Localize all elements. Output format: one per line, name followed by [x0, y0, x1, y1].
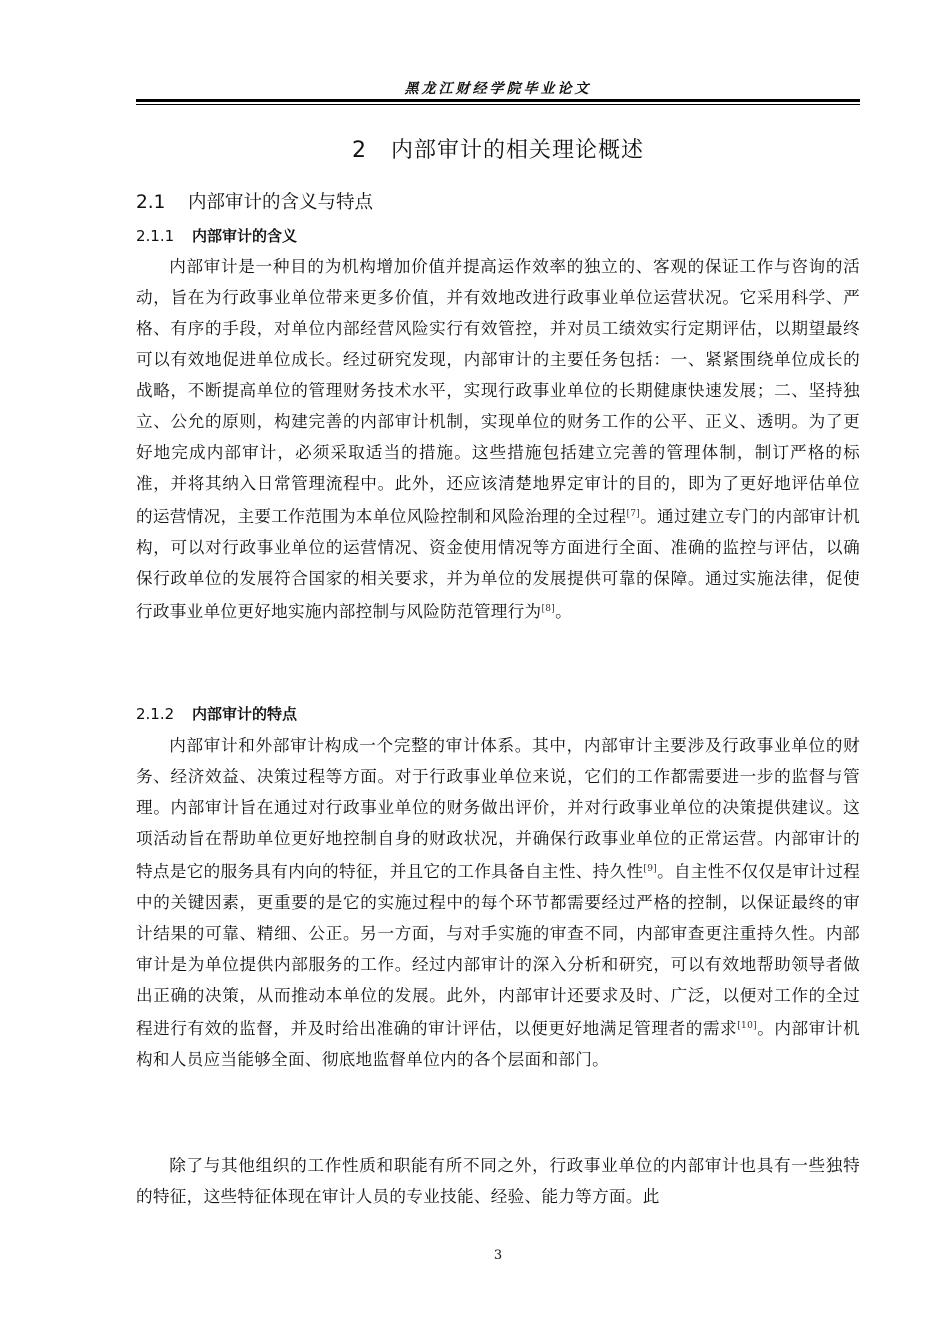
- citation-ref: [7]: [626, 509, 641, 519]
- running-header: 黑龙江财经学院毕业论文: [404, 81, 592, 97]
- section-title: 内部审计的含义与特点: [188, 192, 374, 213]
- page-number: 3: [493, 1248, 503, 1263]
- subsection-number: 2.1.1: [136, 227, 175, 245]
- header-rule-thick: [136, 99, 860, 102]
- section-heading-2-1: [136, 188, 373, 214]
- subsection-title: 内部审计的特点: [192, 705, 298, 723]
- paragraph-text: 。内部审计机构和人员应当能够全面、彻底地监督单位内的各个层面和部门。: [136, 1019, 860, 1069]
- chapter-heading: [136, 133, 860, 164]
- chapter-number: 2: [351, 138, 367, 163]
- subsection-number: 2.1.2: [136, 705, 175, 723]
- chapter-title: 内部审计的相关理论概述: [390, 138, 644, 163]
- subsection-title: 内部审计的含义: [192, 227, 298, 245]
- paragraph-characteristics: [136, 730, 860, 1075]
- citation-ref: [8]: [541, 604, 556, 614]
- paragraph-definition: [136, 251, 860, 627]
- header-rule-thin: [136, 104, 860, 105]
- paragraph-special-features: 除了与其他组织的工作性质和职能有所不同之外，行政事业单位的内部审计也具有一些独特的特征，这些特征体现在审计人员的专业技能、经验、能力等方面。此: [136, 1156, 860, 1206]
- citation-ref: [10]: [737, 1021, 757, 1031]
- subsection-heading-2-1-2: [136, 703, 297, 724]
- citation-ref: [9]: [643, 864, 658, 874]
- paragraph-text: 。自主性不仅仅是审计过程中的关键因素，更重要的是它的实施过程中的每个环节都需要经过严格的控制，以保证最终的审计结果的可靠、精细、公正。另一方面，与对手实施的审查不同，内部审查更注重持久性。内部审计是为单位提供内部服务的工作。经过内部审计的深入分析和研究，可以有效地帮助领导者做出正确的决策，从而推动本单位的发展。此外，内部审计还要求及时、广泛，以便对工作的全过程进行有效的监督，并及时给出准确的审计评估，以便更好地满足管理者的需求: [136, 862, 860, 1038]
- paragraph-text: 内部审计是一种目的为机构增加价值并提高运作效率的独立的、客观的保证工作与咨询的活动，旨在为行政事业单位带来更多价值，并有效地改进行政事业单位运营状况。它采用科学、严格、有序的手段，对单位内部经营风险实行有效管控，并对员工绩效实行定期评估，以期望最终可以有效地促进单位成长。经过研究发现，内部审计的主要任务包括：一、紧紧围绕单位成长的战略，不断提高单位的管理财务技术水平，实现行政事业单位的长期健康快速发展；二、坚持独立、公允的原则，构建完善的内部审计机制，实现单位的财务工作的公平、正义、透明。为了更好地完成内部审计，必须采取适当的措施。这些措施包括建立完善的管理体制，制订严格的标准，并将其纳入日常管理流程中。此外，还应该清楚地界定审计的目的，即为了更好地评估单位的运营情况，主要工作范围为本单位风险控制和风险治理的全过程: [136, 257, 860, 526]
- paragraph-text: 。通过建立专门的内部审计机构，可以对行政事业单位的运营情况、资金使用情况等方面进行全面、准确的监控与评估，以确保行政单位的发展符合国家的相关要求，并为单位的发展提供可靠的保障。通过实施法律，促使行政事业单位更好地实施内部控制与风险防范管理行为: [136, 507, 860, 621]
- paragraph-text: 。: [555, 602, 573, 621]
- subsection-heading-2-1-1: [136, 225, 297, 246]
- section-number: 2.1: [136, 192, 166, 213]
- paragraph-text: 内部审计和外部审计构成一个完整的审计体系。其中，内部审计主要涉及行政事业单位的财务、经济效益、决策过程等方面。对于行政事业单位来说，它们的工作都需要进一步的监督与管理。内部审计旨在通过对行政事业单位的财务做出评价，并对行政事业单位的决策提供建议。这项活动旨在帮助单位更好地控制自身的财政状况，并确保行政事业单位的正常运营。内部审计的特点是它的服务具有内向的特征，并且它的工作具备自主性、持久性: [136, 736, 860, 881]
